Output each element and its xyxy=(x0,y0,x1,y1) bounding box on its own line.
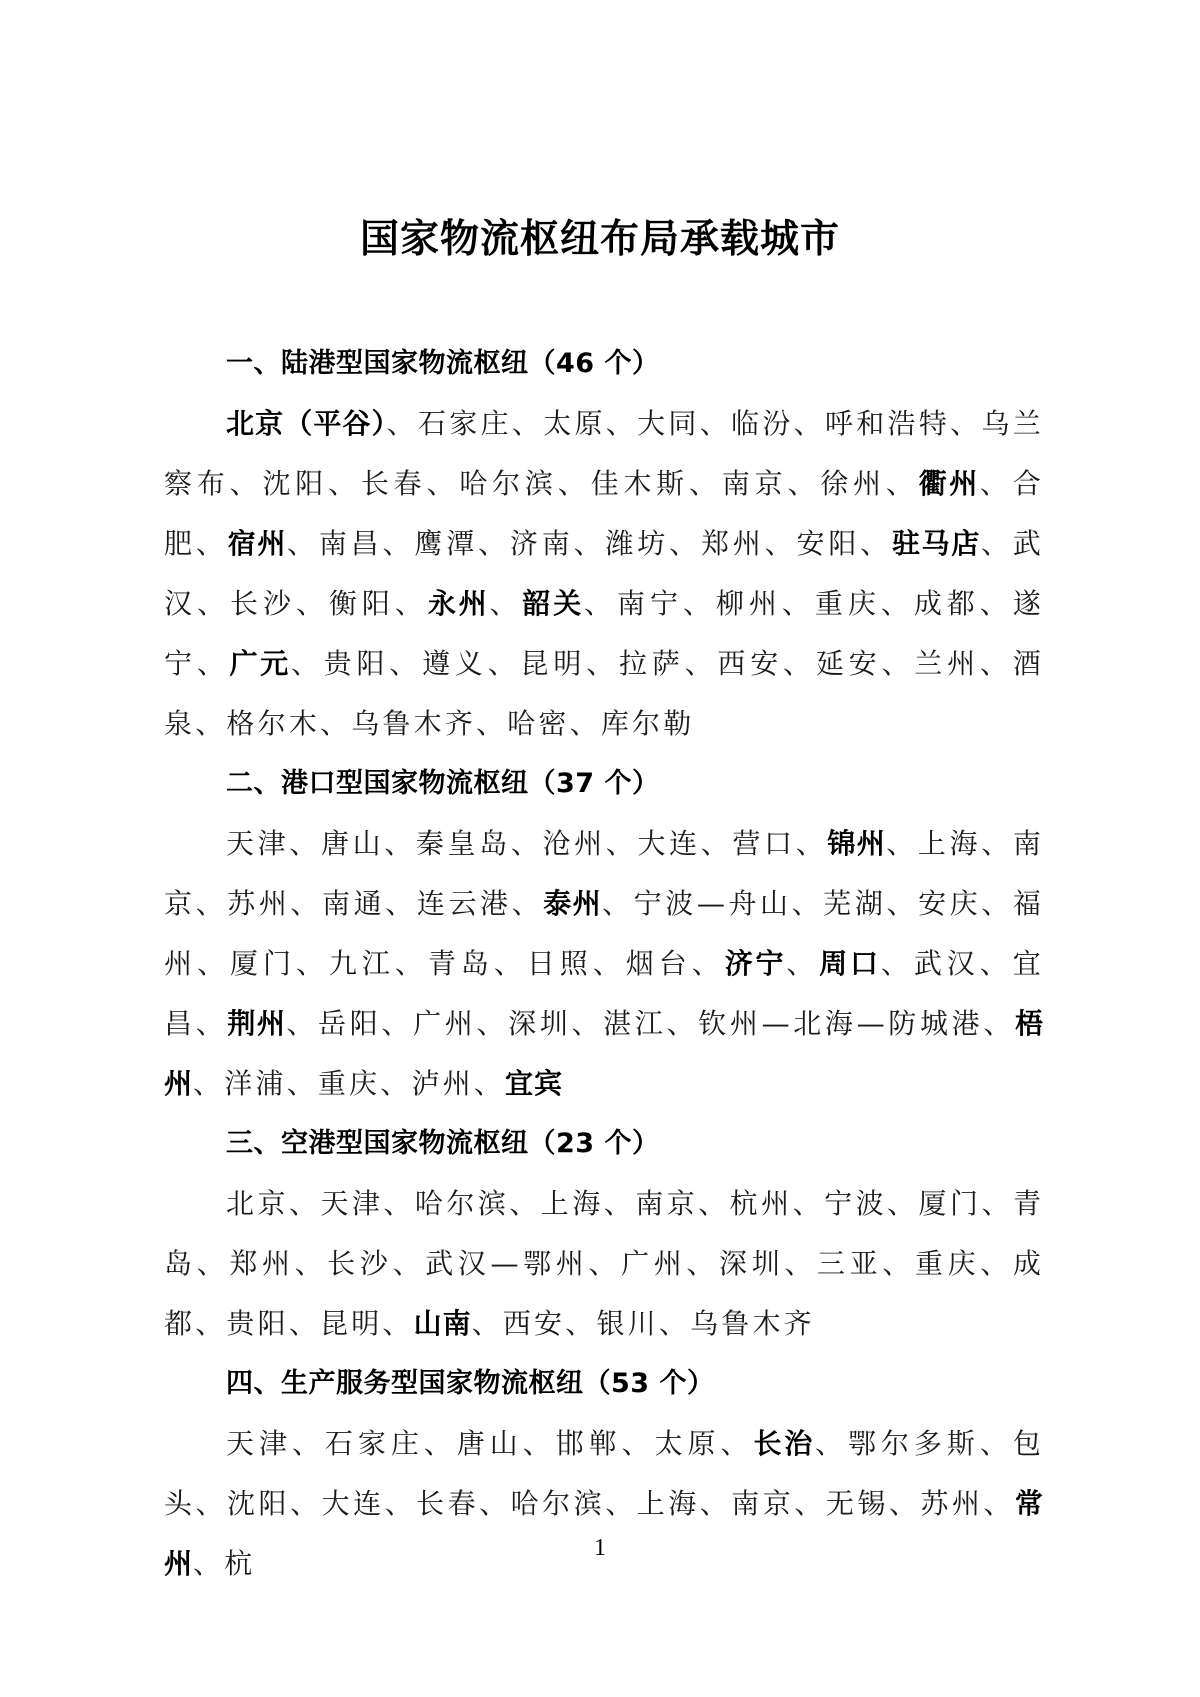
city-name: 大连 xyxy=(321,1487,385,1520)
separator: 、 xyxy=(493,947,527,980)
city-name: 广州 xyxy=(621,1247,687,1280)
city-name: 哈尔滨 xyxy=(414,1187,510,1220)
city-name: 哈尔滨 xyxy=(459,467,558,500)
city-name: 南京 xyxy=(731,1487,795,1520)
city-name: 宜宾 xyxy=(505,1067,564,1100)
city-name: 广元 xyxy=(229,647,291,680)
city-name: 佳木斯 xyxy=(590,467,689,500)
city-name: 北京（平谷） xyxy=(226,407,387,440)
separator: 、 xyxy=(196,587,230,620)
city-name: 常州 xyxy=(164,1487,1044,1580)
city-name: 日照 xyxy=(526,947,593,980)
separator: 、 xyxy=(328,467,361,500)
separator: 、 xyxy=(509,1187,541,1220)
separator: 、 xyxy=(511,407,544,440)
city-name: 昆明 xyxy=(320,1307,383,1340)
city-list-land-port xyxy=(164,394,1044,754)
city-name: 潍坊 xyxy=(605,527,670,560)
city-name: 南通 xyxy=(322,887,386,920)
separator: 、 xyxy=(290,887,323,920)
city-name: 银川 xyxy=(596,1307,659,1340)
separator: 、 xyxy=(950,407,982,440)
city-name: 石家庄 xyxy=(324,1427,424,1460)
city-name: 北京 xyxy=(226,1187,289,1220)
separator: 、 xyxy=(588,1247,622,1280)
city-name: 沈阳 xyxy=(262,467,329,500)
city-name: 南京 xyxy=(635,1187,699,1220)
city-name: 哈尔滨 xyxy=(510,1487,606,1520)
separator: 、 xyxy=(394,587,428,620)
city-name: 广州 xyxy=(413,1007,477,1040)
separator: 、 xyxy=(698,1187,730,1220)
section-heading-land-port: 一、陆港型国家物流枢纽（46 个） xyxy=(226,348,660,379)
city-name: 乌兰察布 xyxy=(164,407,1044,500)
city-name: 西安 xyxy=(717,647,784,680)
city-name: 西安 xyxy=(502,1307,566,1340)
separator: 、 xyxy=(764,527,797,560)
separator: 、 xyxy=(605,827,638,860)
city-name: 山南 xyxy=(413,1307,472,1340)
separator: 、 xyxy=(592,947,626,980)
section-heading-production-service: 四、生产服务型国家物流枢纽（53 个） xyxy=(226,1368,715,1399)
city-name: 厦门 xyxy=(229,947,296,980)
separator: 、 xyxy=(289,827,321,860)
city-name: 重庆 xyxy=(914,1247,981,1280)
separator: 、 xyxy=(795,827,828,860)
city-name: 拉萨 xyxy=(618,647,685,680)
city-name: 乌鲁木齐 xyxy=(351,707,477,740)
city-name: 上海 xyxy=(540,1187,604,1220)
city-name: 宜昌 xyxy=(164,947,1044,1040)
separator: 、 xyxy=(720,1427,754,1460)
city-name: 沈阳 xyxy=(227,1487,291,1520)
city-name: 上海 xyxy=(636,1487,700,1520)
city-name: 柳州 xyxy=(715,587,782,620)
separator: 、 xyxy=(682,587,716,620)
section-heading-air-port: 三、空港型国家物流枢纽（23 个） xyxy=(226,1128,660,1159)
separator: 、 xyxy=(381,1007,414,1040)
city-name: 青岛 xyxy=(164,1187,1045,1280)
city-name: 济南 xyxy=(509,527,574,560)
separator: 、 xyxy=(684,647,718,680)
separator: 、 xyxy=(793,407,825,440)
city-name: 宁波—舟山 xyxy=(633,887,792,920)
section-heading-sea-port: 二、港口型国家物流枢纽（37 个） xyxy=(226,768,660,799)
city-name: 连云港 xyxy=(416,887,512,920)
city-name: 唐山 xyxy=(456,1427,523,1460)
city-name: 包头 xyxy=(164,1427,1045,1520)
city-name: 哈密 xyxy=(507,707,570,740)
separator: 、 xyxy=(286,527,319,560)
separator: 、 xyxy=(603,1187,636,1220)
separator: 、 xyxy=(784,1247,817,1280)
page-number: 1 xyxy=(594,1535,606,1561)
separator: 、 xyxy=(781,587,815,620)
separator: 、 xyxy=(686,1247,720,1280)
separator: 、 xyxy=(886,827,918,860)
separator: 、 xyxy=(885,467,919,500)
city-name: 邯郸 xyxy=(555,1427,622,1460)
separator: 、 xyxy=(511,887,544,920)
separator: 、 xyxy=(383,1187,415,1220)
separator: 、 xyxy=(565,1307,597,1340)
separator: 、 xyxy=(294,1247,328,1280)
separator: 、 xyxy=(195,1307,227,1340)
separator: 、 xyxy=(196,1247,230,1280)
separator: 、 xyxy=(689,467,722,500)
separator: 、 xyxy=(193,1067,225,1100)
separator: 、 xyxy=(860,527,893,560)
separator: 、 xyxy=(887,1187,919,1220)
city-name: 杭州 xyxy=(729,1187,793,1220)
separator: 、 xyxy=(882,1247,915,1280)
separator: 、 xyxy=(288,1307,321,1340)
city-name: 郑州 xyxy=(229,1247,295,1280)
city-name: 苏州 xyxy=(920,1487,984,1520)
separator: 、 xyxy=(586,647,619,680)
separator: 、 xyxy=(229,467,263,500)
separator: 、 xyxy=(510,827,543,860)
city-name: 天津 xyxy=(320,1187,384,1220)
city-name: 南京 xyxy=(721,467,788,500)
city-name: 秦皇岛 xyxy=(415,827,511,860)
city-name: 营口 xyxy=(732,827,796,860)
city-name: 宁波 xyxy=(824,1187,888,1220)
separator: 、 xyxy=(489,587,523,620)
separator: 、 xyxy=(786,947,820,980)
city-name: 长治 xyxy=(753,1427,816,1460)
city-name: 郑州 xyxy=(700,527,765,560)
separator: 、 xyxy=(787,467,821,500)
city-name: 天津 xyxy=(226,1427,292,1460)
city-name: 深圳 xyxy=(508,1007,572,1040)
city-name: 南京 xyxy=(164,827,1045,920)
city-name: 大连 xyxy=(637,827,701,860)
city-name: 永州 xyxy=(427,587,490,620)
separator: 、 xyxy=(783,647,816,680)
city-list-air-port xyxy=(164,1174,1044,1354)
separator: 、 xyxy=(386,407,418,440)
city-name: 湛江 xyxy=(603,1007,667,1040)
separator: 、 xyxy=(295,587,329,620)
separator: 、 xyxy=(382,527,415,560)
city-name: 钦州—北海—防城港 xyxy=(698,1007,984,1040)
city-name: 锦州 xyxy=(827,827,887,860)
city-name: 太原 xyxy=(543,407,606,440)
city-name: 延安 xyxy=(815,647,882,680)
separator: 、 xyxy=(815,1427,848,1460)
city-name: 贵阳 xyxy=(226,1307,289,1340)
separator: 、 xyxy=(658,1307,691,1340)
separator: 、 xyxy=(478,527,510,560)
city-name: 杭 xyxy=(224,1547,256,1580)
separator: 、 xyxy=(382,1307,414,1340)
separator: 、 xyxy=(195,887,228,920)
separator: 、 xyxy=(981,827,1013,860)
city-name: 安阳 xyxy=(796,527,861,560)
city-name: 青岛 xyxy=(427,947,494,980)
separator: 、 xyxy=(573,527,606,560)
separator: 、 xyxy=(980,1247,1013,1280)
city-name: 昆明 xyxy=(520,647,587,680)
city-name: 重庆 xyxy=(317,1067,381,1100)
separator: 、 xyxy=(522,1427,556,1460)
separator: 、 xyxy=(394,947,428,980)
separator: 、 xyxy=(195,1007,228,1040)
city-name: 天津 xyxy=(226,827,290,860)
separator: 、 xyxy=(286,1007,319,1040)
separator: 、 xyxy=(479,1487,511,1520)
city-name: 呼和浩特 xyxy=(824,407,951,440)
separator: 、 xyxy=(979,947,1013,980)
separator: 、 xyxy=(288,1187,321,1220)
city-name: 石家庄 xyxy=(417,407,512,440)
separator: 、 xyxy=(196,647,230,680)
city-name: 临汾 xyxy=(731,407,794,440)
city-name: 衡阳 xyxy=(328,587,395,620)
separator: 、 xyxy=(291,1427,325,1460)
separator: 、 xyxy=(389,647,423,680)
city-name: 无锡 xyxy=(825,1487,889,1520)
city-name: 武汉 xyxy=(164,527,1044,620)
city-name: 周口 xyxy=(819,947,881,980)
city-name: 三亚 xyxy=(817,1247,883,1280)
separator: 、 xyxy=(602,887,634,920)
separator: 、 xyxy=(888,1487,921,1520)
city-name: 泸州 xyxy=(411,1067,474,1100)
separator: 、 xyxy=(981,1187,1013,1220)
document-title: 国家物流枢纽布局承载城市 xyxy=(359,216,840,262)
city-name: 酒泉 xyxy=(164,647,1044,740)
city-name: 太原 xyxy=(654,1427,721,1460)
city-name: 泰州 xyxy=(543,887,603,920)
city-name: 徐州 xyxy=(820,467,886,500)
city-name: 韶关 xyxy=(522,587,584,620)
city-name: 遂宁 xyxy=(164,587,1044,680)
separator: 、 xyxy=(980,527,1013,560)
city-name: 安庆 xyxy=(918,887,982,920)
city-name: 深圳 xyxy=(719,1247,785,1280)
document-body xyxy=(164,334,1044,1594)
city-name: 合肥 xyxy=(164,467,1044,560)
separator: 、 xyxy=(286,1067,318,1100)
separator: 、 xyxy=(193,1547,225,1580)
city-name: 鹰潭 xyxy=(414,527,479,560)
separator: 、 xyxy=(794,1487,826,1520)
separator: 、 xyxy=(792,1187,825,1220)
separator: 、 xyxy=(476,707,508,740)
separator: 、 xyxy=(476,1007,509,1040)
separator: 、 xyxy=(880,587,914,620)
separator: 、 xyxy=(426,467,460,500)
separator: 、 xyxy=(881,647,915,680)
separator: 、 xyxy=(557,467,591,500)
city-name: 荆州 xyxy=(227,1007,287,1040)
city-name: 格尔木 xyxy=(226,707,321,740)
city-name: 长春 xyxy=(360,467,427,500)
city-name: 梧州 xyxy=(164,1007,1045,1100)
separator: 、 xyxy=(880,947,914,980)
city-name: 苏州 xyxy=(227,887,291,920)
city-name: 岳阳 xyxy=(318,1007,382,1040)
separator: 、 xyxy=(666,1007,699,1040)
separator: 、 xyxy=(569,707,601,740)
city-list-sea-port xyxy=(164,814,1044,1114)
separator: 、 xyxy=(196,947,230,980)
city-name: 厦门 xyxy=(918,1187,982,1220)
separator: 、 xyxy=(979,467,1013,500)
separator: 、 xyxy=(621,1427,655,1460)
separator: 、 xyxy=(290,1487,322,1520)
separator: 、 xyxy=(392,1247,426,1280)
separator: 、 xyxy=(699,1487,732,1520)
separator: 、 xyxy=(791,887,824,920)
city-name: 鄂尔多斯 xyxy=(847,1427,980,1460)
separator: 、 xyxy=(700,827,733,860)
city-name: 兰州 xyxy=(914,647,980,680)
separator: 、 xyxy=(571,1007,604,1040)
city-name: 上海 xyxy=(917,827,982,860)
city-name: 南宁 xyxy=(616,587,683,620)
separator: 、 xyxy=(195,707,227,740)
separator: 、 xyxy=(384,827,416,860)
separator: 、 xyxy=(380,1067,412,1100)
city-name: 洋浦 xyxy=(224,1067,287,1100)
city-name: 南昌 xyxy=(318,527,383,560)
separator: 、 xyxy=(605,1487,637,1520)
city-name: 衢州 xyxy=(918,467,980,500)
separator: 、 xyxy=(983,1007,1016,1040)
separator: 、 xyxy=(195,1487,228,1520)
separator: 、 xyxy=(669,527,701,560)
separator: 、 xyxy=(983,1487,1015,1520)
city-name: 长沙 xyxy=(327,1247,393,1280)
separator: 、 xyxy=(583,587,617,620)
city-name: 唐山 xyxy=(320,827,385,860)
separator: 、 xyxy=(981,887,1013,920)
city-name: 烟台 xyxy=(625,947,692,980)
city-name: 福州 xyxy=(164,887,1045,980)
separator: 、 xyxy=(979,1427,1013,1460)
separator: 、 xyxy=(886,887,919,920)
separator: 、 xyxy=(195,527,228,560)
city-name: 库尔勒 xyxy=(600,707,695,740)
city-name: 驻马店 xyxy=(892,527,981,560)
separator: 、 xyxy=(320,707,352,740)
separator: 、 xyxy=(691,947,725,980)
city-name: 沧州 xyxy=(542,827,606,860)
city-name: 武汉 xyxy=(913,947,980,980)
city-name: 九江 xyxy=(328,947,395,980)
city-name: 济宁 xyxy=(724,947,787,980)
city-name: 长沙 xyxy=(229,587,296,620)
city-name: 长春 xyxy=(416,1487,480,1520)
city-name: 重庆 xyxy=(814,587,881,620)
city-name: 武汉—鄂州 xyxy=(425,1247,589,1280)
separator: 、 xyxy=(384,1487,417,1520)
separator: 、 xyxy=(487,647,521,680)
separator: 、 xyxy=(290,647,324,680)
city-name: 乌鲁木齐 xyxy=(690,1307,815,1340)
separator: 、 xyxy=(699,407,732,440)
city-name: 遵义 xyxy=(422,647,488,680)
separator: 、 xyxy=(385,887,417,920)
city-name: 成都 xyxy=(164,1247,1045,1340)
city-name: 大同 xyxy=(637,407,700,440)
city-name: 芜湖 xyxy=(823,887,887,920)
separator: 、 xyxy=(295,947,329,980)
separator: 、 xyxy=(979,587,1013,620)
separator: 、 xyxy=(471,1307,503,1340)
city-list-production-service xyxy=(164,1414,1044,1594)
city-name: 贵阳 xyxy=(323,647,390,680)
separator: 、 xyxy=(423,1427,457,1460)
separator: 、 xyxy=(605,407,638,440)
city-name: 宿州 xyxy=(227,527,287,560)
city-name: 成都 xyxy=(913,587,980,620)
separator: 、 xyxy=(473,1067,506,1100)
separator: 、 xyxy=(979,647,1013,680)
